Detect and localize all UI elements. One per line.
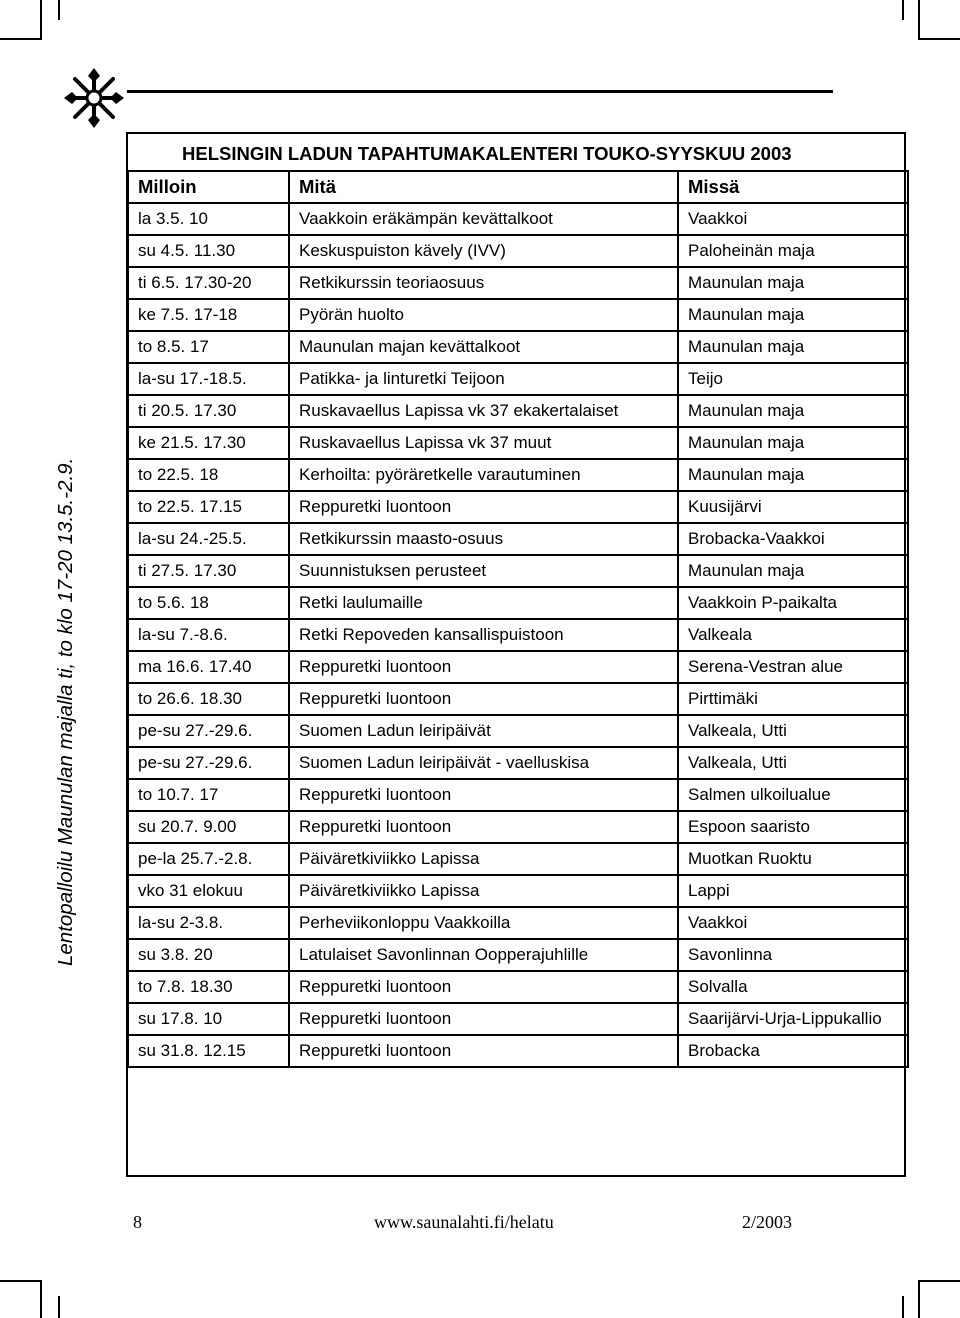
cell-what: Retki laulumaille (289, 587, 678, 619)
calendar-title: HELSINGIN LADUN TAPAHTUMAKALENTERI TOUKO-SYYSKUU 2003 (182, 143, 792, 164)
cell-what: Reppuretki luontoon (289, 683, 678, 715)
cell-when: pe-su 27.-29.6. (128, 747, 289, 779)
cell-what: Latulaiset Savonlinnan Oopperajuhlille (289, 939, 678, 971)
cell-where: Vaakkoi (678, 203, 908, 235)
cell-when: ma 16.6. 17.40 (128, 651, 289, 683)
table-row (128, 267, 908, 299)
cell-when: ke 7.5. 17-18 (128, 299, 289, 331)
table-row (128, 875, 908, 907)
side-banner: Lentopalloilu Maunulan majalla ti, to klo 17-20 13.5.-2.9. (54, 457, 77, 966)
cell-where: Valkeala, Utti (678, 715, 908, 747)
table-row (128, 747, 908, 779)
cell-where: Valkeala (678, 619, 908, 651)
cell-what: Ruskavaellus Lapissa vk 37 muut (289, 427, 678, 459)
cell-where: Espoon saaristo (678, 811, 908, 843)
cell-what: Maunulan majan kevättalkoot (289, 331, 678, 363)
cell-where: Teijo (678, 363, 908, 395)
cell-where: Maunulan maja (678, 555, 908, 587)
table-row (128, 651, 908, 683)
cell-where: Maunulan maja (678, 299, 908, 331)
cell-what: Retkikurssin maasto-osuus (289, 523, 678, 555)
event-calendar-table (127, 170, 909, 1068)
cell-when: su 31.8. 12.15 (128, 1035, 289, 1067)
cell-when: to 8.5. 17 (128, 331, 289, 363)
cell-where: Brobacka (678, 1035, 908, 1067)
table-row (128, 715, 908, 747)
table-row (128, 779, 908, 811)
table-row (128, 203, 908, 235)
cell-what: Retkikurssin teoriaosuus (289, 267, 678, 299)
cell-when: su 3.8. 20 (128, 939, 289, 971)
footer-page-number: 8 (133, 1212, 142, 1232)
cell-where: Maunulan maja (678, 267, 908, 299)
cell-when: to 10.7. 17 (128, 779, 289, 811)
crop-mark (918, 38, 960, 40)
table-row (128, 907, 908, 939)
crop-mark (58, 1296, 60, 1318)
cell-what: Keskuspuiston kävely (IVV) (289, 235, 678, 267)
table-row (128, 1003, 908, 1035)
cell-when: ti 27.5. 17.30 (128, 555, 289, 587)
table-row (128, 555, 908, 587)
footer-url: www.saunalahti.fi/helatu (374, 1212, 554, 1232)
cell-where: Paloheinän maja (678, 235, 908, 267)
cell-when: to 7.8. 18.30 (128, 971, 289, 1003)
table-row (128, 1035, 908, 1067)
cell-what: Pyörän huolto (289, 299, 678, 331)
snowflake-logo-icon (64, 68, 124, 128)
cell-where: Vaakkoi (678, 907, 908, 939)
cell-what: Perheviikonloppu Vaakkoilla (289, 907, 678, 939)
cell-what: Ruskavaellus Lapissa vk 37 ekakertalaiset (289, 395, 678, 427)
cell-what: Vaakkoin eräkämpän kevättalkoot (289, 203, 678, 235)
cell-what: Päiväretkiviikko Lapissa (289, 875, 678, 907)
cell-when: to 22.5. 17.15 (128, 491, 289, 523)
cell-when: to 26.6. 18.30 (128, 683, 289, 715)
table-row (128, 427, 908, 459)
crop-mark (918, 1280, 920, 1318)
cell-what: Reppuretki luontoon (289, 779, 678, 811)
crop-mark (40, 0, 42, 38)
table-row (128, 939, 908, 971)
cell-what: Reppuretki luontoon (289, 651, 678, 683)
table-row (128, 811, 908, 843)
cell-where: Kuusijärvi (678, 491, 908, 523)
table-row (128, 459, 908, 491)
cell-where: Pirttimäki (678, 683, 908, 715)
cell-when: to 5.6. 18 (128, 587, 289, 619)
cell-when: pe-su 27.-29.6. (128, 715, 289, 747)
cell-what: Reppuretki luontoon (289, 1003, 678, 1035)
table-row (128, 299, 908, 331)
table-header-row (128, 171, 908, 203)
crop-mark (58, 0, 60, 20)
table-row (128, 843, 908, 875)
cell-where: Valkeala, Utti (678, 747, 908, 779)
cell-where: Savonlinna (678, 939, 908, 971)
crop-mark (40, 1280, 42, 1318)
cell-when: su 4.5. 11.30 (128, 235, 289, 267)
cell-what: Reppuretki luontoon (289, 971, 678, 1003)
table-row (128, 331, 908, 363)
cell-when: su 17.8. 10 (128, 1003, 289, 1035)
cell-when: ti 6.5. 17.30-20 (128, 267, 289, 299)
cell-what: Päiväretkiviikko Lapissa (289, 843, 678, 875)
cell-when: vko 31 elokuu (128, 875, 289, 907)
cell-what: Kerhoilta: pyöräretkelle varautuminen (289, 459, 678, 491)
crop-mark (902, 1296, 904, 1318)
cell-where: Salmen ulkoilualue (678, 779, 908, 811)
cell-when: la-su 24.-25.5. (128, 523, 289, 555)
cell-where: Solvalla (678, 971, 908, 1003)
crop-mark (0, 38, 42, 40)
cell-where: Vaakkoin P-paikalta (678, 587, 908, 619)
cell-what: Patikka- ja linturetki Teijoon (289, 363, 678, 395)
cell-what: Retki Repoveden kansallispuistoon (289, 619, 678, 651)
cell-where: Lappi (678, 875, 908, 907)
cell-what: Suomen Ladun leiripäivät - vaelluskisa (289, 747, 678, 779)
cell-what: Suomen Ladun leiripäivät (289, 715, 678, 747)
cell-where: Maunulan maja (678, 459, 908, 491)
column-header-when: Milloin (128, 171, 289, 203)
cell-when: ke 21.5. 17.30 (128, 427, 289, 459)
column-header-where: Missä (678, 171, 908, 203)
header-rule (127, 90, 833, 93)
cell-where: Serena-Vestran alue (678, 651, 908, 683)
table-row (128, 619, 908, 651)
table-row (128, 523, 908, 555)
cell-what: Reppuretki luontoon (289, 1035, 678, 1067)
cell-when: la-su 2-3.8. (128, 907, 289, 939)
crop-mark (0, 1280, 42, 1282)
cell-when: la 3.5. 10 (128, 203, 289, 235)
table-row (128, 683, 908, 715)
cell-where: Muotkan Ruoktu (678, 843, 908, 875)
table-row (128, 363, 908, 395)
cell-when: to 22.5. 18 (128, 459, 289, 491)
cell-where: Maunulan maja (678, 331, 908, 363)
cell-when: pe-la 25.7.-2.8. (128, 843, 289, 875)
table-row (128, 587, 908, 619)
cell-where: Maunulan maja (678, 427, 908, 459)
cell-what: Reppuretki luontoon (289, 491, 678, 523)
cell-where: Maunulan maja (678, 395, 908, 427)
column-header-what: Mitä (289, 171, 678, 203)
table-row (128, 491, 908, 523)
table-row (128, 395, 908, 427)
crop-mark (902, 0, 904, 20)
cell-what: Suunnistuksen perusteet (289, 555, 678, 587)
table-row (128, 235, 908, 267)
cell-when: la-su 7.-8.6. (128, 619, 289, 651)
table-row (128, 971, 908, 1003)
cell-where: Saarijärvi-Urja-Lippukallio (678, 1003, 908, 1035)
crop-mark (918, 1280, 960, 1282)
cell-when: su 20.7. 9.00 (128, 811, 289, 843)
cell-when: ti 20.5. 17.30 (128, 395, 289, 427)
cell-when: la-su 17.-18.5. (128, 363, 289, 395)
cell-what: Reppuretki luontoon (289, 811, 678, 843)
cell-where: Brobacka-Vaakkoi (678, 523, 908, 555)
footer-issue: 2/2003 (742, 1212, 793, 1232)
crop-mark (918, 0, 920, 38)
